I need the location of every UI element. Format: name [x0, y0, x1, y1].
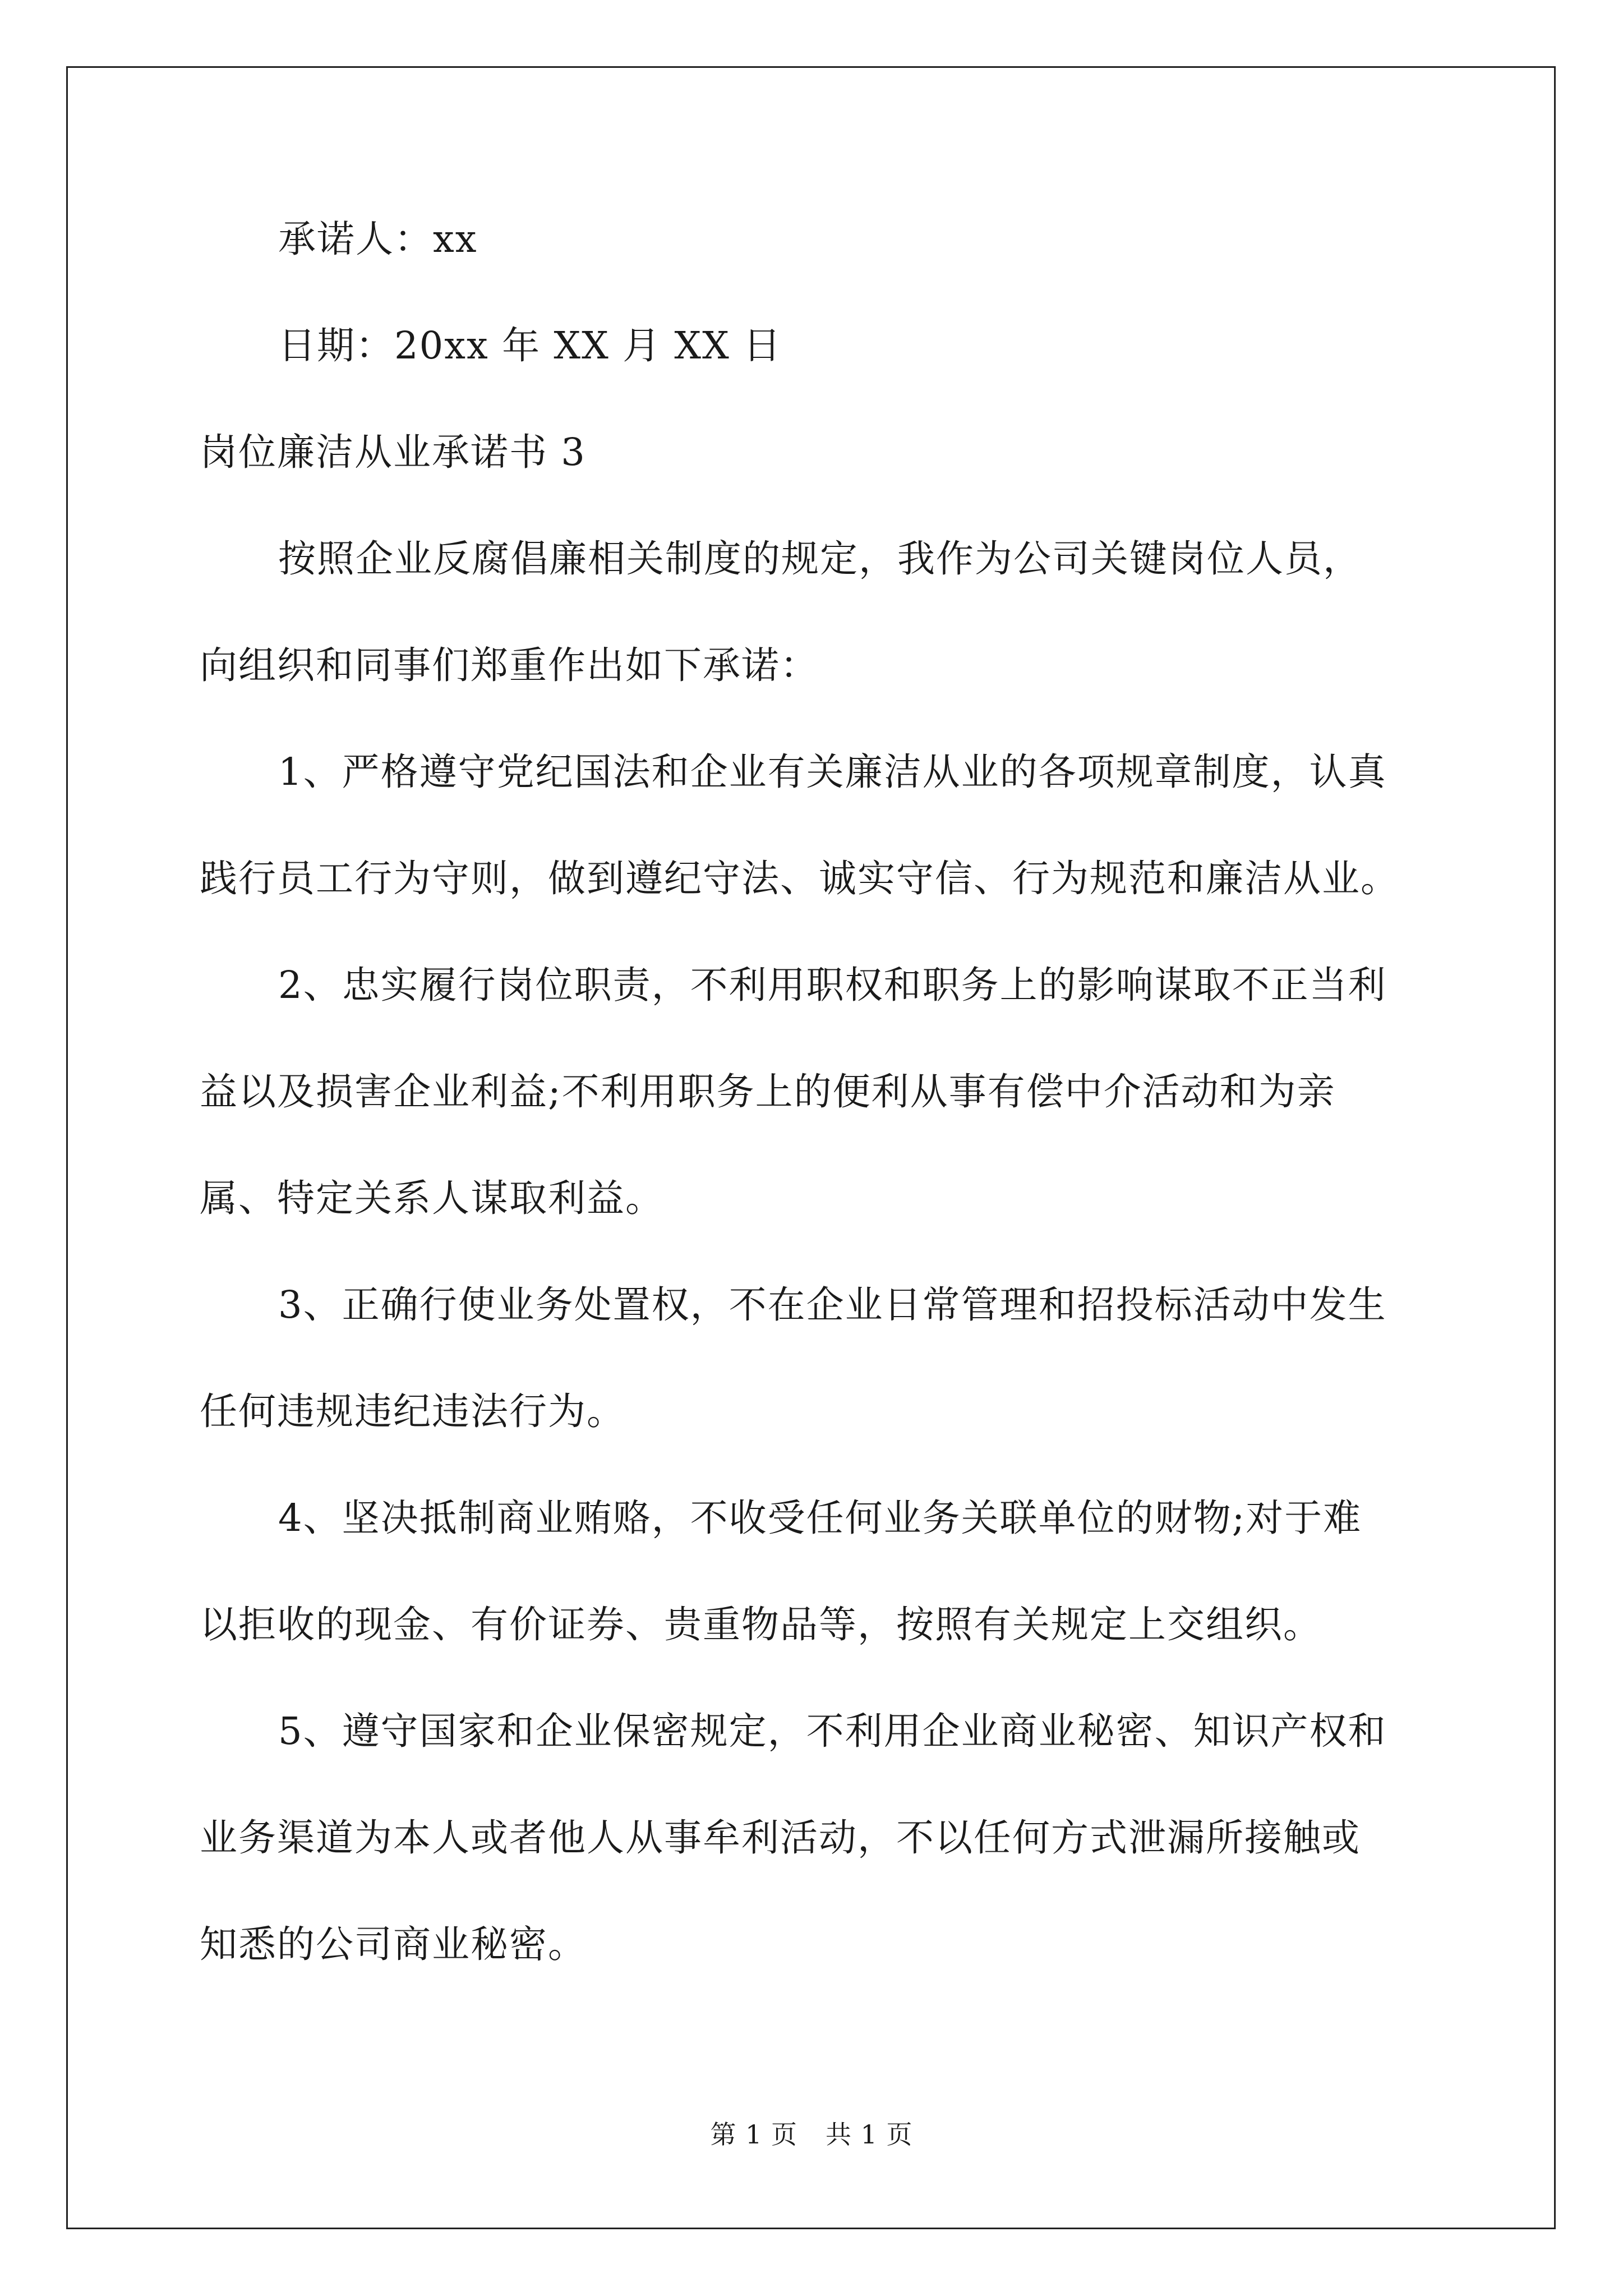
item-5-line-3: 知悉的公司商业秘密。 — [200, 1922, 587, 1966]
item-1-line-2: 践行员工行为守则，做到遵纪守法、诚实守信、行为规范和廉洁从业。 — [200, 857, 1399, 900]
section-title: 岗位廉洁从业承诺书 3 — [200, 430, 586, 474]
item-2-line-3: 属、特定关系人谋取利益。 — [200, 1176, 664, 1220]
item-2-line-2: 益以及损害企业利益;不利用职务上的便利从事有偿中介活动和为亲 — [200, 1070, 1336, 1114]
intro-line-2: 向组织和同事们郑重作出如下承诺： — [200, 643, 819, 687]
page-total: 共 1 页 — [826, 2119, 913, 2150]
item-4-line-1: 4、坚决抵制商业贿赂，不收受任何业务关联单位的财物;对于难 — [278, 1496, 1362, 1540]
item-4-line-2: 以拒收的现金、有价证券、贵重物品等，按照有关规定上交组织。 — [200, 1603, 1322, 1646]
page-number: 第 1 页 — [710, 2119, 797, 2150]
item-1-line-1: 1、严格遵守党纪国法和企业有关廉洁从业的各项规章制度，认真 — [278, 750, 1387, 794]
item-5-line-1: 5、遵守国家和企业保密规定，不利用企业商业秘密、知识产权和 — [278, 1709, 1387, 1753]
signer-line: 承诺人：xx — [278, 217, 478, 261]
document-body — [200, 191, 1433, 1970]
intro-line-1: 按照企业反腐倡廉相关制度的规定，我作为公司关键岗位人员， — [278, 537, 1362, 581]
item-3-line-2: 任何违规违纪违法行为。 — [200, 1389, 625, 1433]
item-2-line-1: 2、忠实履行岗位职责，不利用职权和职务上的影响谋取不正当利 — [278, 963, 1387, 1007]
page-footer — [0, 2118, 1623, 2151]
date-line: 日期：20xx 年 XX 月 XX 日 — [278, 324, 782, 367]
item-3-line-1: 3、正确行使业务处置权，不在企业日常管理和招投标活动中发生 — [278, 1283, 1387, 1327]
item-5-line-2: 业务渠道为本人或者他人从事牟利活动，不以任何方式泄漏所接触或 — [200, 1816, 1361, 1860]
